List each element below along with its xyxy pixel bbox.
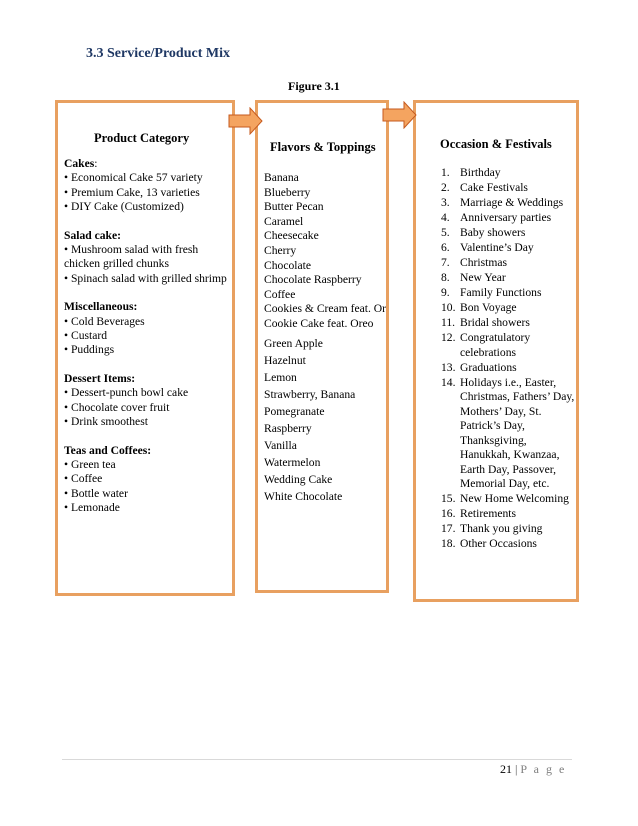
page-number <box>500 762 566 777</box>
product-category-list <box>64 157 236 530</box>
flavor-item: Chocolate Raspberry <box>264 273 362 287</box>
occasion-text: Thank you giving <box>460 522 543 535</box>
occasion-item <box>441 522 579 537</box>
category-item: • Bottle water <box>64 486 128 500</box>
occasions-festivals-box <box>413 100 579 602</box>
category-group <box>64 157 236 215</box>
occasion-item <box>441 376 579 492</box>
occasion-number: 3. <box>441 196 450 209</box>
category-item: • Drink smoothest <box>64 415 148 429</box>
right-arrow-icon <box>382 101 418 129</box>
flavor-item: Watermelon <box>264 456 321 470</box>
occasion-item <box>441 331 579 360</box>
occasion-item <box>441 507 579 522</box>
occasion-item <box>441 166 579 181</box>
category-name <box>64 157 236 171</box>
flavors-lower-group <box>264 335 390 506</box>
category-name-suffix: : <box>94 157 98 170</box>
occasion-number: 9. <box>441 286 450 299</box>
occasion-number: 16. <box>441 507 456 520</box>
occasion-item <box>441 301 579 316</box>
occasion-number: 6. <box>441 241 450 254</box>
occasion-text: Other Occasions <box>460 537 537 550</box>
occasion-item <box>441 492 579 507</box>
occasion-text: Baby showers <box>460 226 526 239</box>
occasion-number: 8. <box>441 271 450 284</box>
flavor-item: Blueberry <box>264 185 311 199</box>
page-separator: | <box>515 762 518 776</box>
occasion-item <box>441 271 579 286</box>
flavor-item: Cookie Cake feat. Oreo <box>264 316 374 330</box>
footer-divider <box>62 759 572 760</box>
category-item: • Mushroom salad with fresh chicken grilled chunks <box>64 243 199 271</box>
product-category-title: Product Category <box>94 131 190 145</box>
occasion-text: Bridal showers <box>460 316 530 329</box>
flavors-list <box>264 171 390 505</box>
occasion-number: 7. <box>441 256 450 269</box>
category-item: • DIY Cake (Customized) <box>64 200 184 214</box>
occasion-text: Birthday <box>460 166 501 179</box>
category-name <box>64 229 236 243</box>
category-group <box>64 372 236 430</box>
flavor-item: Green Apple <box>264 336 323 350</box>
occasion-text: Congratulatory celebrations <box>460 331 531 359</box>
flavor-item: Cherry <box>264 243 297 257</box>
flavor-item: Vanilla <box>264 439 297 453</box>
flavor-item: Lemon <box>264 370 297 384</box>
occasion-text: New Year <box>460 271 506 284</box>
flavor-item: Cookies & Cream feat. Or <box>264 302 387 316</box>
occasion-item <box>441 241 579 256</box>
occasion-number: 14. <box>441 375 456 389</box>
category-name-text: Cakes <box>64 157 95 170</box>
product-category-box <box>55 100 235 596</box>
occasion-item <box>441 181 579 196</box>
category-item: • Cold Beverages <box>64 314 145 328</box>
occasion-item <box>441 537 579 552</box>
category-name-text: Teas and Coffees: <box>64 443 152 457</box>
occasion-text: Christmas <box>460 256 508 269</box>
category-item: • Dessert-punch bowl cake <box>64 386 189 400</box>
occasion-item <box>441 286 579 301</box>
occasion-text: Bon Voyage <box>460 301 517 314</box>
category-item: • Chocolate cover fruit <box>64 400 170 414</box>
flavor-item: Strawberry, Banana <box>264 387 356 401</box>
flavors-toppings-box <box>255 100 389 593</box>
page-word: P a g e <box>520 762 567 776</box>
occasion-number: 11. <box>441 316 456 329</box>
occasion-text: Cake Festivals <box>460 181 528 194</box>
occasions-festivals-title: Occasion & Festivals <box>440 137 552 151</box>
occasions-list <box>441 166 579 552</box>
flavor-item: Caramel <box>264 214 304 228</box>
occasion-text: Anniversary parties <box>460 211 552 224</box>
category-item: • Lemonade <box>64 501 120 515</box>
flavor-item: Cheesecake <box>264 229 319 243</box>
occasion-number: 1. <box>441 166 450 179</box>
category-group <box>64 444 236 516</box>
flavor-item: Pomegranate <box>264 404 325 418</box>
category-name <box>64 372 236 386</box>
occasion-number: 4. <box>441 211 450 224</box>
section-heading: 3.3 Service/Product Mix <box>86 46 230 61</box>
flavor-item: Wedding Cake <box>264 473 333 487</box>
category-item: • Green tea <box>64 457 116 471</box>
occasion-number: 2. <box>441 181 450 194</box>
right-arrow-icon <box>228 107 264 135</box>
flavor-item: White Chocolate <box>264 490 343 504</box>
occasion-item <box>441 256 579 271</box>
category-name-text: Dessert Items: <box>64 371 136 385</box>
category-name-text: Salad cake: <box>64 228 122 242</box>
occasion-text: New Home Welcoming <box>460 492 569 505</box>
category-group <box>64 229 236 287</box>
category-group <box>64 300 236 358</box>
occasion-item <box>441 361 579 376</box>
occasion-number: 18. <box>441 537 456 550</box>
occasion-text: Valentine’s Day <box>460 241 534 254</box>
flavor-item: Banana <box>264 171 299 184</box>
occasion-number: 13. <box>441 360 456 374</box>
occasion-number: 10. <box>441 301 456 314</box>
flavor-item: Coffee <box>264 287 296 301</box>
flavor-item: Raspberry <box>264 422 312 435</box>
category-item: • Puddings <box>64 343 115 357</box>
category-name <box>64 444 236 458</box>
occasion-text: Retirements <box>460 507 517 520</box>
occasion-text: Graduations <box>460 360 517 374</box>
category-item: • Premium Cake, 13 varieties <box>64 185 200 199</box>
figure-label: Figure 3.1 <box>288 79 340 93</box>
flavors-toppings-title: Flavors & Toppings <box>270 140 376 154</box>
occasion-number: 15. <box>441 492 456 505</box>
category-item: • Economical Cake 57 variety <box>64 171 203 185</box>
occasion-item <box>441 226 579 241</box>
category-name <box>64 300 236 314</box>
category-item: • Custard <box>64 329 108 343</box>
flavor-item: Hazelnut <box>264 353 306 367</box>
flavor-item: Butter Pecan <box>264 200 324 214</box>
occasion-text: Marriage & Weddings <box>460 196 564 209</box>
occasion-item <box>441 211 579 226</box>
flavor-item: Chocolate <box>264 258 312 272</box>
occasion-number: 5. <box>441 226 450 239</box>
category-item: • Coffee <box>64 472 103 486</box>
page-number-value: 21 <box>500 762 512 776</box>
occasion-item <box>441 316 579 331</box>
occasion-text: Family Functions <box>460 286 542 299</box>
occasion-text: Holidays i.e., Easter, Christmas, Fathers’ Day, Mothers’ Day, St. Patrick’s Day, Thanksgiving, Hanukkah, Kwanzaa, Earth Day, Passover, Memorial Day, etc. <box>460 375 575 490</box>
flavors-upper-group <box>264 171 390 332</box>
occasion-number: 12. <box>441 331 456 344</box>
category-item: • Spinach salad with grilled shrimp <box>64 271 227 285</box>
occasion-number: 17. <box>441 522 456 535</box>
occasion-item <box>441 196 579 211</box>
category-name-text: Miscellaneous: <box>64 300 138 314</box>
